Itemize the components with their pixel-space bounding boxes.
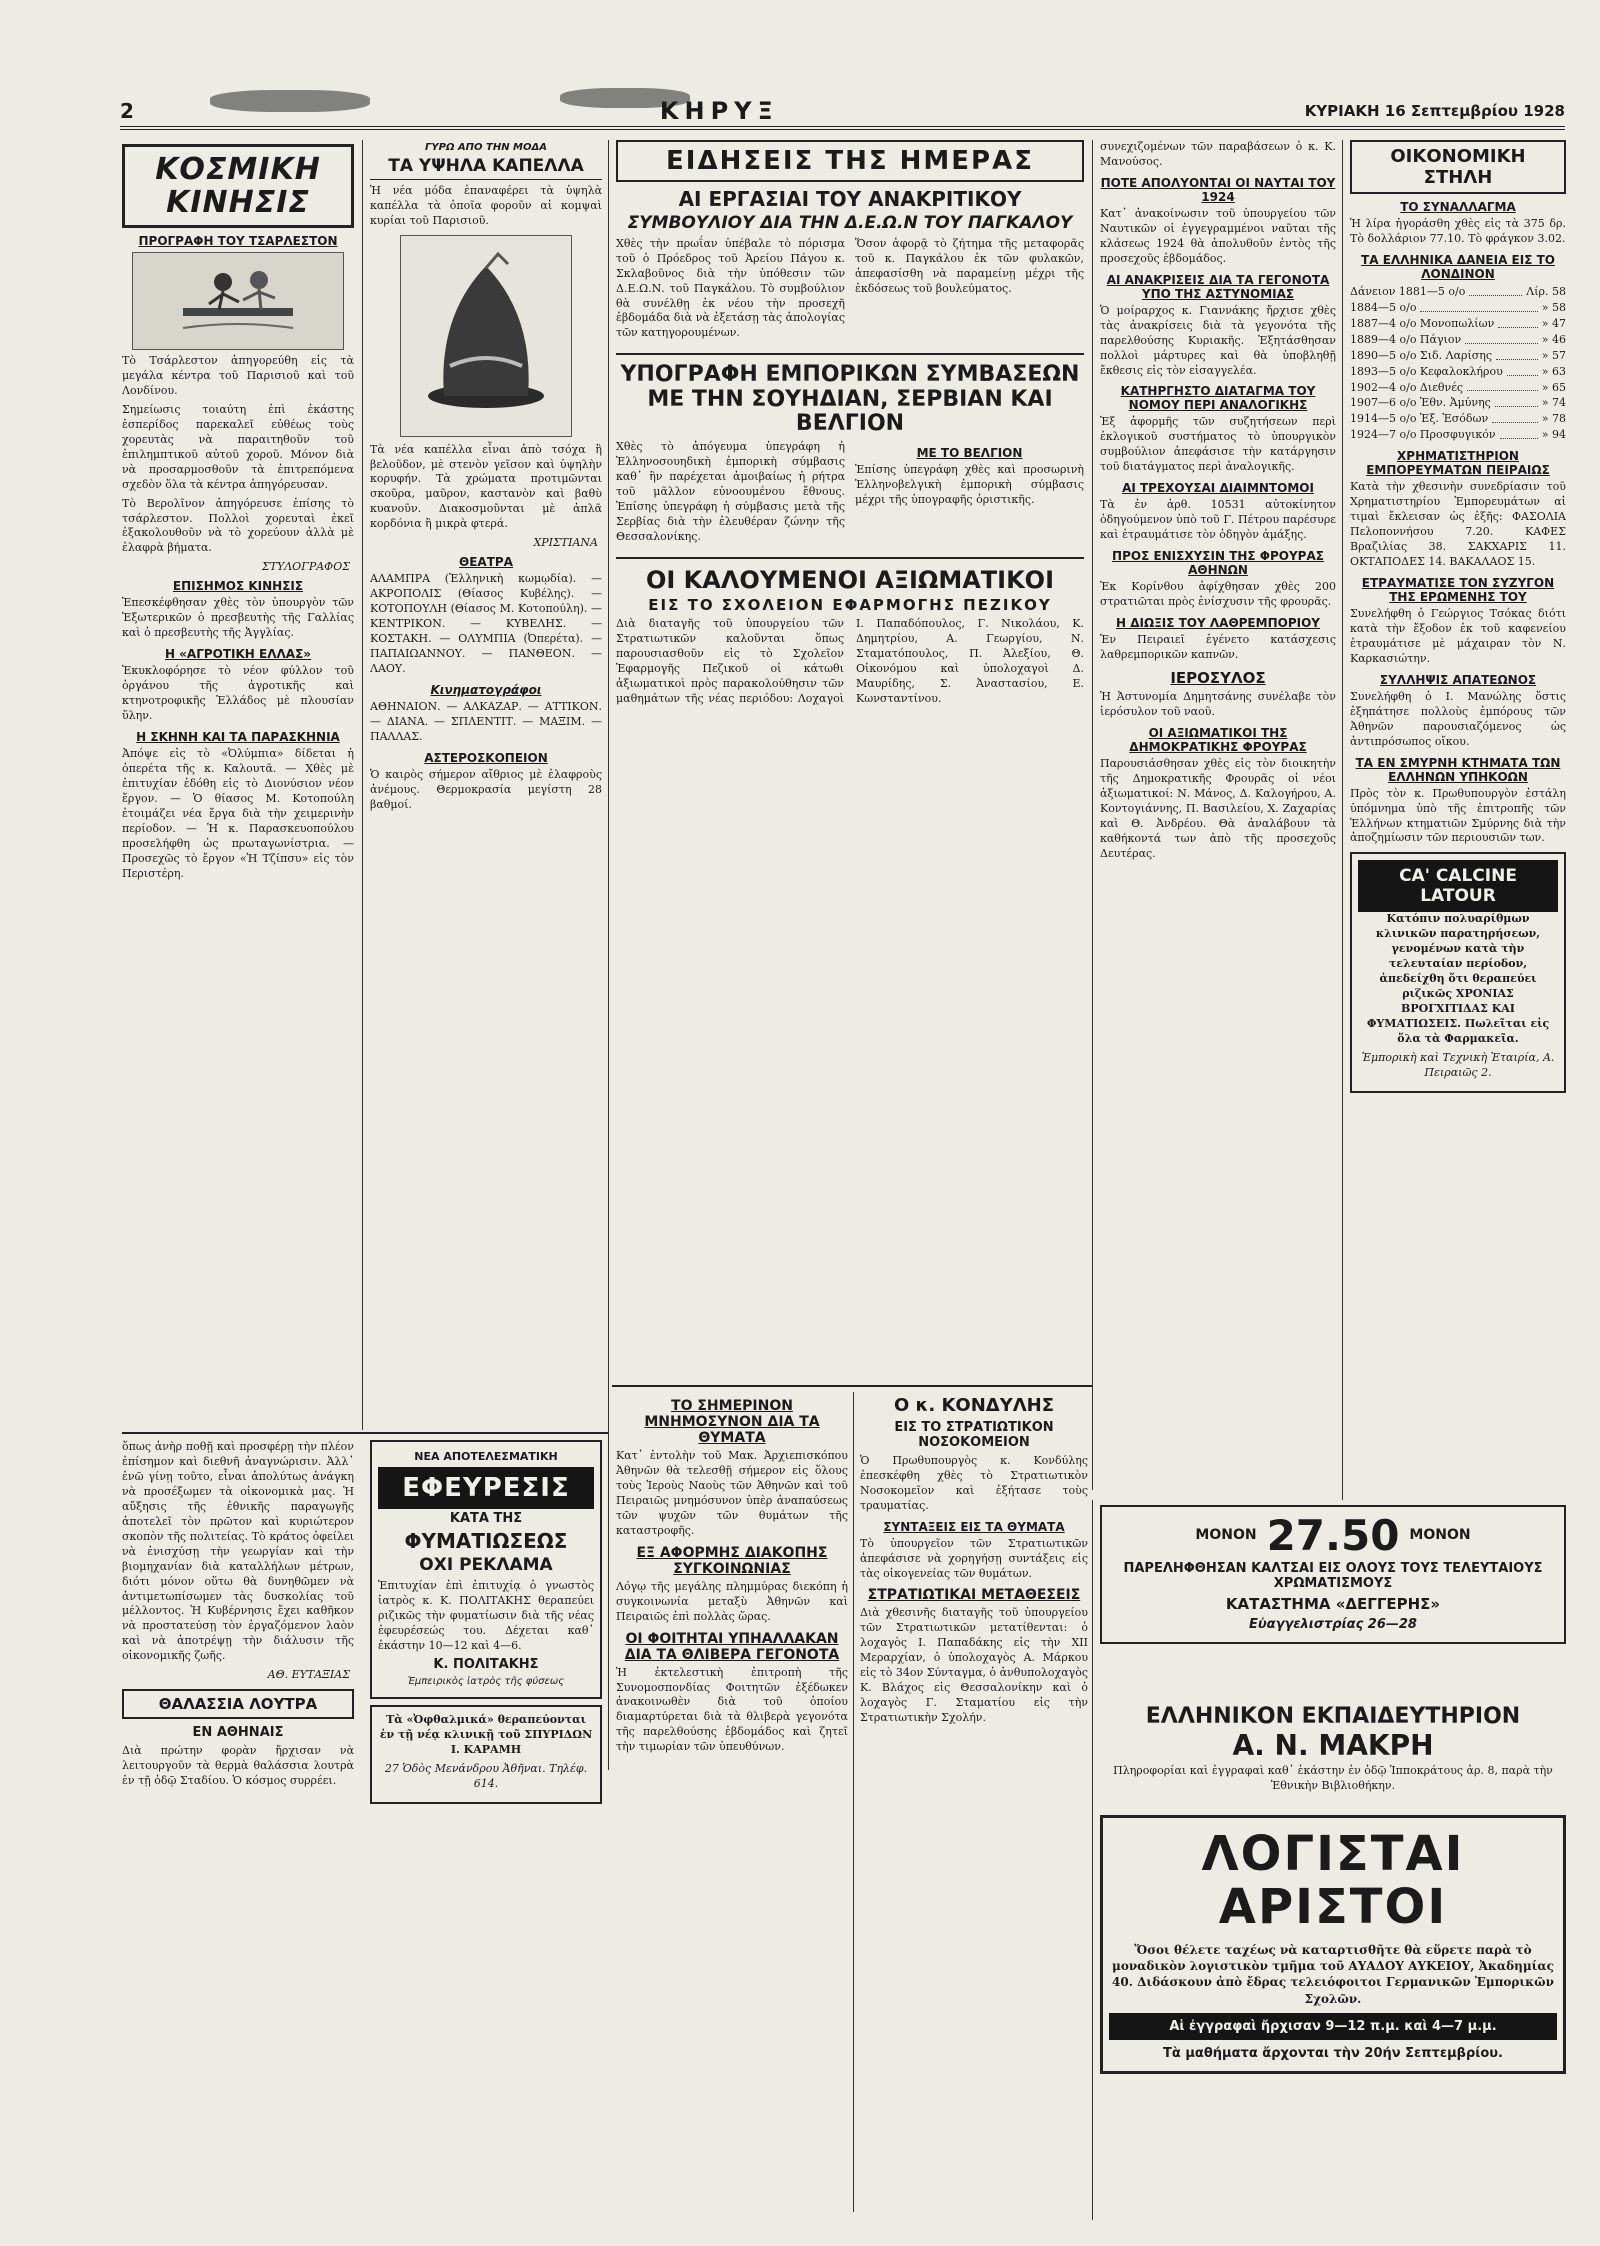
loan-name: 1884—5 ο/ο [1350, 300, 1417, 314]
news-banner: ΕΙΔΗΣΕΙΣ ΤΗΣ ΗΜΕΡΑΣ [616, 140, 1084, 182]
loan-name: 1902—4 ο/ο Διεθνές [1350, 380, 1464, 394]
article-text: Ἐκ Κορίνθου ἀφίχθησαν χθὲς 200 στρατιῶται πρὸς ἐνίσχυσιν τῆς φρουρᾶς. [1100, 580, 1336, 609]
article-text: Τὰ ἐν ἀρθ. 10531 αὐτοκίνητον ὁδηγούμενον ὑπὸ τοῦ Γ. Πέτρου παρέσυρε καὶ ἐτραυμάτισε τὸν ὁδηγὸν ἁμάξης. [1100, 498, 1336, 542]
tuberculosis-ad [370, 1440, 602, 2220]
article-text: Κατ᾽ ἐντολὴν τοῦ Μακ. Ἀρχιεπισκόπου Ἀθηνῶν θὰ τελεσθῇ σήμερον εἰς ὅλους τοὺς Ἱεροὺς Ναοὺς τῶν Ἀθηνῶν καὶ τοῦ Πειραιῶς μνημόσυνον ὑπὲρ ἀναπαύσεως τῶν ψυχῶν τῶν θυμάτων τῆς καταστροφῆς. [616, 1449, 848, 1537]
article-text: Ἐν Πειραιεῖ ἐγένετο κατάσχεσις λαθρεμπορικῶν καπνῶν. [1100, 633, 1336, 662]
calcine-ad [1350, 852, 1566, 1092]
theatre-listing: ΑΛΑΜΠΡΑ (Ἑλληνικὴ κωμῳδία). — ΑΚΡΟΠΟΛΙΣ (Θίασος Κυβέλης). — ΚΟΤΟΠΟΥΛΗ (Θίασος Μ. Κοτοπούλη). — ΚΕΝΤΡΙΚΟΝ. — ΚΥΒΕΛΗΣ. — ΚΟΣΤΑΚΗ. — ΟΛΥΜΠΙΑ (Ὀπερέτα). — ΠΑΠΑΙΩΑΝΝΟΥ. — ΠΑΝΘΕΟΝ. — ΛΑΟΥ. [370, 572, 602, 675]
article-text: Ἐκυκλοφόρησε τὸ νέον φύλλον τοῦ ὀργάνου τῆς ἀγροτικῆς καὶ κτηνοτροφικῆς Ἑλλάδος μὲ πλουσίαν ὕλην. [122, 664, 354, 723]
column-rule [1342, 140, 1343, 1500]
article-headline: ΠΟΤΕ ΑΠΟΛΥΟΝΤΑΙ ΟΙ ΝΑΥΤΑΙ ΤΟΥ 1924 [1100, 175, 1336, 204]
theatre-head: ΘΕΑΤΡΑ [459, 555, 513, 570]
loan-name: 1893—5 ο/ο Κεφαλοκλήρου [1350, 364, 1503, 378]
issue-date: ΚΥΡΙΑΚΗ 16 Σεπτεμβρίου 1928 [1304, 102, 1565, 120]
article-headline: ΣΥΜΒΟΥΛΙΟΥ ΔΙΑ ΤΗΝ Δ.Ε.Ω.Ν ΤΟΥ ΠΑΓΚΑΛΟΥ [627, 213, 1073, 233]
article-headline: ΠΡΟΓΡΑΦΗ ΤΟΥ ΤΣΑΡΛΕΣΤΟΝ [138, 234, 338, 248]
article-text: Πρὸς τὸν κ. Πρωθυπουργὸν ἐστάλη ὑπόμνημα ὑπὸ τῆς ἐπιτροπῆς τῶν Ἑλλήνων κτηματιῶν Σμύρνης διὰ τὴν ἀποζημίωσιν τῶν περιουσιῶν των. [1350, 786, 1566, 845]
loan-value: » 74 [1541, 396, 1566, 410]
ad-text: Τὰ «Ὀφθαλμικά» θεραπεύονται ἐν τῇ νέᾳ κλινικῇ τοῦ ΣΠΥΡΙΔΩΝ Ι. ΚΑΡΑΜΗ [379, 1713, 593, 1757]
article-text: Χθὲς τὸ ἀπόγευμα ὑπεγράφη ἡ Ἑλληνοσουηδικὴ ἐμπορικὴ σύμβασις καθ᾽ ἣν παρέχεται ἀμοιβαίως ἡ ρήτρα τοῦ μᾶλλον εὐνοουμένου ἔθνους. Ἐπίσης ὑπεγράφη ἡ σύμβασις μετὰ τῆς Σερβίας διὰ τὴν ἐλευθέραν ζώνην τῆς Θεσσαλονίκης. [616, 439, 845, 543]
article-headline: ΤΟ ΣΥΝΑΛΛΑΓΜΑ [1400, 200, 1516, 214]
article-text: Τὸ Βερολῖνον ἀπηγόρευσε ἐπίσης τὸ τσάρλεστον. Πολλοὶ χορευταὶ ἐκεῖ ἐξακολουθοῦν νὰ τὸ χορεύουν ἀλλὰ μὲ ἐλαφρὰ βήματα. [122, 496, 354, 555]
ad-text: Κατόπιν πολυαρίθμων κλινικῶν παρατηρήσεων, γενομένων κατὰ τὴν τελευταίαν περίοδον, ἀπεδείχθη ὅτι θεραπεύει ριζικῶς ΧΡΟΝΙΑΣ ΒΡΟΓΧΙΤΙΔΑΣ ΚΑΙ ΦΥΜΑΤΙΩΣΕΙΣ. Πωλεῖται εἰς ὅλα τὰ Φαρμακεῖα. [1366, 912, 1550, 1046]
article-text: Κατὰ τὴν χθεσινὴν συνεδρίασιν τοῦ Χρηματιστηρίου Ἐμπορευμάτων αἱ τιμαὶ ἔκλεισαν ὡς ἑξῆς: ΦΑΣΟΛΙΑ Πελοποννήσου 7.20. ΚΑΦΕΣ Βραζιλίας 38. ΣΑΚΧΑΡΙΣ 11. ΟΚΤΑΠΟΔΕΣ 14. ΒΑΚΑΛΑΟΣ 15. [1350, 480, 1566, 569]
leader-dots [1507, 364, 1538, 376]
article-headline: ΑΙ ΑΝΑΚΡΙΣΕΙΣ ΔΙΑ ΤΑ ΓΕΓΟΝΟΤΑ ΥΠΟ ΤΗΣ ΑΣΤΥΝΟΜΙΑΣ [1106, 272, 1330, 301]
article-headline: ΕΙΣ ΤΟ ΣΧΟΛΕΙΟΝ ΕΦΑΡΜΟΓΗΣ ΠΕΖΙΚΟΥ [648, 595, 1052, 614]
article-text: Ὁ Πρωθυπουργὸς κ. Κονδύλης ἐπεσκέφθη χθὲς τὸ Στρατιωτικὸν Νοσοκομεῖον καὶ ἐξήτασε τοὺς τραυματίας. [860, 1453, 1088, 1512]
article-text: Κατ᾽ ἀνακοίνωσιν τοῦ ὑπουργείου τῶν Ναυτικῶν οἱ ἐγγεγραμμένοι ναῦται τῆς κλάσεως 1924 θὰ ἀπολυθοῦν ἐντὸς τῆς προσεχοῦς ἑβδομάδος. [1100, 206, 1336, 265]
article-headline: ΥΠΟΓΡΑΦΗ ΕΜΠΟΡΙΚΩΝ ΣΥΜΒΑΣΕΩΝ ΜΕ ΤΗΝ ΣΟΥΗΔΙΑΝ, ΣΕΡΒΙΑΝ ΚΑΙ ΒΕΛΓΙΟΝ [620, 362, 1080, 436]
article-headline: ΟΙ ΦΟΙΤΗΤΑΙ ΥΠΗΑΛΛΑΚΑΝ ΔΙΑ ΤΑ ΘΛΙΒΕΡΑ ΓΕΓΟΝΟΤΑ [624, 1630, 840, 1663]
article-headline: ΤΑ ΕΛΛΗΝΙΚΑ ΔΑΝΕΙΑ ΕΙΣ ΤΟ ΛΟΝΔΙΝΟΝ [1361, 252, 1555, 281]
article-signature: ΧΡΙΣΤΙΑΝΑ [533, 536, 598, 550]
loan-row [1350, 380, 1566, 396]
section-rule [122, 1432, 608, 1434]
price-label: ΜΟΝΟΝ [1409, 1527, 1471, 1544]
section-rule [612, 1385, 1092, 1387]
ad-text: Πληροφορίαι καὶ ἐγγραφαὶ καθ᾽ ἑκάστην ἐν ὁδῷ Ἱπποκράτους ἀρ. 8, παρὰ τὴν Ἐθνικὴν Βιβλιοθήκην. [1113, 1763, 1553, 1792]
article-signature: ΑΘ. ΕΥΤΑΞΙΑΣ [267, 1668, 350, 1682]
article-headline: ΟΙ ΚΑΛΟΥΜΕΝΟΙ ΑΞΙΩΜΑΤΙΚΟΙ [645, 565, 1055, 594]
leader-dots [1467, 380, 1538, 392]
article-headline: Η ΔΙΩΞΙΣ ΤΟΥ ΛΑΘΡΕΜΠΟΡΙΟΥ [1116, 616, 1320, 631]
article-text: συνεχιζομένων τῶν παραβάσεων ὁ κ. Κ. Μανούσος. [1100, 140, 1336, 168]
article-headline: ΕΞ ΑΦΟΡΜΗΣ ΔΙΑΚΟΠΗΣ ΣΥΓΚΟΙΝΩΝΙΑΣ [636, 1544, 828, 1577]
article-headline: ΣΥΛΛΗΨΙΣ ΑΠΑΤΕΩΝΟΣ [1379, 672, 1537, 687]
leader-dots [1496, 348, 1538, 360]
leader-dots [1469, 284, 1522, 296]
article-text: Τὸ ὑπουργεῖον τῶν Στρατιωτικῶν ἀπεφάσισε νὰ χορηγήσῃ συντάξεις εἰς τὰς οἰκογενείας τῶν θυμάτων. [860, 1536, 1088, 1580]
ad-shop: ΚΑΤΑΣΤΗΜΑ «ΔΕΓΓΕΡΗΣ» [1225, 1595, 1441, 1614]
article-subhead: ΜΕ ΤΟ ΒΕΛΓΙΟΝ [916, 445, 1023, 460]
ad-doctor: Κ. ΠΟΛΙΤΑΚΗΣ [433, 1657, 539, 1673]
article-headline: Η ΣΚΗΝΗ ΚΑΙ ΤΑ ΠΑΡΑΣΚΗΝΙΑ [136, 730, 340, 745]
article-text: Τὰ νέα καπέλλα εἶναι ἀπὸ τσόχα ἢ βελοῦδον, μὲ στενὸν γεῖσον καὶ ὑψηλὴν κορυφήν. Τὰ χρώματα προτιμῶνται σκοῦρα, μαῦρον, καστανὸν καὶ βαθὺ κυανοῦν. Διακοσμοῦνται μὲ ἁπλᾶ κορδόνια ἢ μικρὰ φτερά. [370, 442, 602, 531]
article-text: Διὰ χθεσινῆς διαταγῆς τοῦ ὑπουργείου τῶν Στρατιωτικῶν μετατίθενται: ὁ λοχαγὸς Ι. Παπαδάκης εἰς τὴν ΧΙΙ Μεραρχίαν, ὁ ὑπολοχαγὸς Α. Μάρκου εἰς τὸ 34ον Σύνταγμα, ὁ ἀνθυπολοχαγὸς Κ. Βλάχος εἰς Θεσσαλονίκην καὶ ὁ λοχαγὸς Γ. Σταματίου εἰς τὴν Στρατιωτικὴν Σχολήν. [860, 1606, 1088, 1725]
loan-value: » 47 [1541, 316, 1566, 330]
article-headline: ΚΑΤΗΡΓΗΣΤΟ ΔΙΑΤΑΓΜΑ ΤΟΥ ΝΟΜΟΥ ΠΕΡΙ ΑΝΑΛΟΓΙΚΗΣ [1120, 384, 1316, 413]
ad-headline: ΕΦΕΥΡΕΣΙΣ [378, 1467, 594, 1509]
loan-name: 1907—6 ο/ο Ἐθν. Ἀμύνης [1350, 396, 1491, 410]
article-headline: ΙΕΡΟΣΥΛΟΣ [1170, 668, 1266, 687]
article-text: Ἐπεσκέφθησαν χθὲς τὸν ὑπουργὸν τῶν Ἐξωτερικῶν ὁ πρεσβευτὴς τῆς Γαλλίας καὶ ὁ πρεσβευτὴς τῆς Ἀγγλίας. [122, 596, 354, 640]
column-military [860, 1392, 1088, 2212]
article-text: Ἡ λίρα ἠγοράσθη χθὲς εἰς τὰ 375 δρ. Τὸ δολλάριον 77.10. Τὸ φράγκον 3.02. [1350, 217, 1566, 245]
loan-name: 1887—4 ο/ο Μονοπωλίων [1350, 316, 1495, 330]
section-rule [616, 353, 1084, 355]
loan-name: 1890—5 ο/ο Σιδ. Λαρίσης [1350, 348, 1493, 362]
article-text: Ὅσον ἀφορᾷ τὸ ζήτημα τῆς μεταφορᾶς τοῦ κ. Παγκάλου ἐκ τῶν φυλακῶν, ἀπεφασίσθη νὰ παραμείνῃ μέχρι τῆς ἐκδόσεως τοῦ βουλεύματος. [855, 236, 1084, 295]
masthead [120, 96, 1565, 130]
article-text: ὅπως ἀνὴρ ποθῇ καὶ προσφέρῃ τὴν πλέον ἐπίσημον καὶ διεθνῆ ἀναγνώρισιν. Ἀλλ᾽ ἐνῶ γίνῃ τοῦτο, εἶναι ἀπολύτως ἀνάγκη νὰ προσέξωμεν τὰ οἰκονομικὰ μας. Ἡ αὔξησις τῆς ἐθνικῆς παραγωγῆς ἀποτελεῖ τὸν πρῶτον καὶ κυριώτερον σκοπὸν τῆς πολιτείας. Τὸ κράτος ὀφείλει νὰ ἐνισχύσῃ τὴν γεωργίαν καὶ τὴν βιομηχανίαν διὰ καταλλήλων μέτρων, διότι μόνον οὕτω θὰ δυνηθῶμεν νὰ ἀντιμετωπίσωμεν τὰς δυσκολίας τοῦ μέλλοντος. Ἡ Κυβέρνησις ἔχει καθῆκον νὰ προστατεύσῃ τὸν ἐργαζόμενον λαὸν καὶ νὰ ἀποτρέψῃ τὴν διάλυσιν τῆς οἰκονομικῆς ζωῆς. [122, 1440, 354, 1663]
price-value: 27.50 [1266, 1511, 1400, 1560]
column-fashion [370, 140, 602, 1430]
article-text: Τὸ Τσάρλεστον ἀπηγορεύθη εἰς τὰ μεγάλα κέντρα τοῦ Παρισιοῦ καὶ τοῦ Λονδίνου. [122, 354, 354, 397]
section-title: ΚΟΣΜΙΚΗ ΚΙΝΗΣΙΣ [122, 144, 354, 228]
observatory-text: Ὁ καιρὸς σήμερον αἴθριος μὲ ἐλαφροὺς ἀνέμους. Θερμοκρασία μεγίστη 28 βαθμοί. [370, 767, 602, 811]
article-headline: ΠΡΟΣ ΕΝΙΣΧΥΣΙΝ ΤΗΣ ΦΡΟΥΡΑΣ ΑΘΗΝΩΝ [1112, 549, 1324, 578]
column-society [122, 140, 354, 1430]
article-headline: ΟΙ ΑΞΙΩΜΑΤΙΚΟΙ ΤΗΣ ΔΗΜΟΚΡΑΤΙΚΗΣ ΦΡΟΥΡΑΣ [1129, 725, 1307, 754]
loan-value: » 65 [1541, 380, 1566, 394]
article-signature: ΣΤΥΛΟΓΡΑΦΟΣ [261, 560, 350, 574]
column-rule [1092, 140, 1093, 1490]
loan-row [1350, 332, 1566, 348]
column-finance [1350, 140, 1566, 1500]
column-rule [1092, 1500, 1093, 2220]
loan-name: 1924—7 ο/ο Προσφυγικόν [1350, 428, 1496, 442]
ad-subhead: ΟΧΙ ΡΕΚΛΑΜΑ [419, 1555, 553, 1575]
loan-value: » 57 [1541, 348, 1566, 362]
ad-text: Ἐπιτυχίαν ἐπὶ ἐπιτυχίᾳ ὁ γνωστὸς ἰατρὸς κ. Κ. ΠΟΛΙΤΑΚΗΣ θεραπεύει ριζικῶς τὴν φυματίωσιν διὰ τῆς νέας ἐφευρέσεώς του. Δέχεται καθ᾽ ἑκάστην 10—12 καὶ 4—6. [378, 1578, 594, 1652]
article-headline: ΕΠΙΣΗΜΟΣ ΚΙΝΗΣΙΣ [172, 579, 304, 594]
column-rule [608, 140, 609, 1770]
loan-value: » 78 [1541, 412, 1566, 426]
ad-address: 27 Ὁδὸς Μενάνδρου Ἀθῆναι. Τηλέφ. 614. [384, 1762, 588, 1791]
price-label: ΜΟΝΟΝ [1195, 1527, 1257, 1544]
article-headline: ΣΤΡΑΤΙΩΤΙΚΑΙ ΜΕΤΑΘΕΣΕΙΣ [867, 1587, 1081, 1604]
finance-banner: ΟΙΚΟΝΟΜΙΚΗ ΣΤΗΛΗ [1350, 140, 1566, 194]
ad-subhead: ΚΑΤΑ ΤΗΣ [449, 1511, 523, 1526]
ad-hours: Αἱ ἐγγραφαὶ ἤρχισαν 9—12 π.μ. καὶ 4—7 μ.μ. [1109, 2013, 1557, 2040]
article-headline: Η «ΑΓΡΟΤΙΚΗ ΕΛΛΑΣ» [164, 647, 312, 662]
ad-name: Α. Ν. ΜΑΚΡΗ [1232, 1729, 1434, 1763]
loans-table [1350, 284, 1566, 443]
article-headline: ΘΑΛΑΣΣΙΑ ΛΟΥΤΡΑ [122, 1689, 354, 1719]
loan-value: » 63 [1541, 364, 1566, 378]
ad-kicker: ΝΕΑ ΑΠΟΤΕΛΕΣΜΑΤΙΚΗ [414, 1450, 558, 1463]
column-rule [362, 140, 363, 1430]
ad-start: Τὰ μαθήματα ἄρχονται τὴν 20ήν Σεπτεμβρίου. [1163, 2045, 1503, 2061]
article-subhead: ΣΥΝΤΑΞΕΙΣ ΕΙΣ ΤΑ ΘΥΜΑΤΑ [883, 1519, 1065, 1534]
article-text: Παρουσιάσθησαν χθὲς εἰς τὸν διοικητὴν τῆς Δημοκρατικῆς Φρουρᾶς οἱ νέοι ἀξιωματικοί: Ν. Μάνος, Δ. Καλογήρου, Α. Κοντογιάννης, Π. Βασιλείου, Χ. Ζαχαρίας καὶ Θ. Ἀνδρέου. Θὰ ἀναλάβουν τὰ καθήκοντά των ἀπὸ τῆς προσεχοῦς Δευτέρας. [1100, 756, 1336, 860]
ad-text: ΠΑΡΕΛΗΦΘΗΣΑΝ ΚΑΛΤΣΑΙ ΕΙΣ ΟΛΟΥΣ ΤΟΥΣ ΤΕΛΕΥΤΑΙΟΥΣ ΧΡΩΜΑΤΙΣΜΟΥΣ [1123, 1561, 1543, 1592]
observatory-head: ΑΣΤΕΡΟΣΚΟΠΕΙΟΝ [424, 750, 548, 765]
article-headline: ΤΑ ΥΨΗΛΑ ΚΑΠΕΛΛΑ [370, 157, 602, 180]
article-kicker: ΓΥΡΩ ΑΠΟ ΤΗΝ ΜΟΔΑ [425, 142, 547, 153]
ad-headline: ΛΟΓΙΣΤΑΙ ΑΡΙΣΤΟΙ [1201, 1826, 1465, 1935]
ad-text: Ὅσοι θέλετε ταχέως νὰ καταρτισθῆτε θὰ εὕρετε παρὰ τὸ μοναδικὸν λογιστικὸν τμῆμα τοῦ ΑΥΑΔΟΥ ΑΥΚΕΙΟΥ, Ἀκαδημίας 40. Διδάσκουν ἀπὸ ἔδρας τελειόφοιτοι Γερμανικῶν Ἐμπορικῶν Σχολῶν. [1112, 1942, 1554, 2006]
leader-dots [1465, 332, 1538, 344]
loan-name: 1914—5 ο/ο Ἐξ. Ἐσόδων [1350, 412, 1489, 426]
article-text: Λόγῳ τῆς μεγάλης πλημμύρας διεκόπη ἡ συγκοινωνία μεταξὺ Ἀθηνῶν καὶ Πειραιῶς ἐπὶ πολλὰς ὥρας. [616, 1579, 848, 1623]
article-headline: Ο κ. ΚΟΝΔΥΛΗΣ [893, 1395, 1055, 1416]
leader-dots [1500, 427, 1538, 439]
ad-headline: ΦΥΜΑΤΙΩΣΕΩΣ [404, 1529, 568, 1553]
article-text: Ἡ ἐκτελεστικὴ ἐπιτροπὴ τῆς Συνομοσπονδίας Φοιτητῶν ἐξέδωκεν ἀνακοινωθὲν διὰ τοῦ ὁποίου διαμαρτύρεται διὰ τὰ θλιβερὰ γεγονότα τῆς παρελθούσης ἑβδομάδος καὶ ζητεῖ τὴν τιμωρίαν τῶν ὑπευθύνων. [616, 1665, 848, 1754]
loan-row [1350, 300, 1566, 316]
article-text: Ἐξ ἀφορμῆς τῶν συζητήσεων περὶ ἐκλογικοῦ συστήματος τὸ ὑπουργικὸν συμβούλιον ἀπεφάσισε τὴν κατάργησιν τοῦ διατάγματος περὶ ἀναλογικῆς. [1100, 415, 1336, 474]
article-subhead: ΕΙΣ ΤΟ ΣΤΡΑΤΙΩΤΙΚΟΝ ΝΟΣΟΚΟΜΕΙΟΝ [894, 1419, 1054, 1450]
article-text: Ἀπόψε εἰς τὸ «Ὀλύμπια» δίδεται ἡ ὀπερέτα τῆς κ. Καλουτᾶ. — Χθὲς μὲ ἐπιτυχίαν ἐδόθη εἰς τὸ Διονύσιον νέον ἔργον. — Ὁ θίασος Μ. Κοτοπούλη ἐτοιμάζει νέα ἔργα διὰ τὴν χειμερινὴν περίοδον. — Ἡ κ. Παρασκευοπούλου προσελήφθη ὡς πρωταγωνίστρια. — Προσεχῶς τὸ ἔργον «Ἡ Τζίπσυ» εἰς τὸν Περιστέρη. [122, 747, 354, 880]
loan-value: » 58 [1541, 300, 1566, 314]
page-number: 2 [120, 99, 134, 123]
accountants-ad [1100, 1815, 1566, 2215]
article-headline: ΤΟ ΣΗΜΕΡΙΝΟΝ ΜΝΗΜΟΣΥΝΟΝ ΔΙΑ ΤΑ ΘΥΜΑΤΑ [644, 1398, 820, 1446]
paper-name: ΚΗΡΥΞ [659, 97, 779, 125]
ad-brand: CA' CALCINE LATOUR [1358, 860, 1558, 912]
ad-address: Εὐαγγελιστρίας 26—28 [1249, 1617, 1417, 1633]
column-editorial [122, 1440, 354, 2220]
column-news [616, 140, 1084, 1380]
school-ad [1100, 1705, 1566, 1805]
loan-row [1350, 284, 1566, 300]
loan-row [1350, 395, 1566, 411]
cinema-listing: ΑΘΗΝΑΙΟΝ. — ΑΛΚΑΖΑΡ. — ΑΤΤΙΚΟΝ. — ΔΙΑΝΑ. — ΣΠΛΕΝΤΙΤ. — ΜΑΞΙΜ. — ΠΑΛΛΑΣ. [370, 699, 602, 743]
loan-row [1350, 316, 1566, 332]
article-text: Σημείωσις τοιαύτη ἐπὶ ἐκάστης ἑσπερίδος παρεκαλεῖ εὐθέως τοὺς χορευτὰς νὰ παραιτηθοῦν τοῦ ἐπιλημπτικοῦ αὐτοῦ χοροῦ. Μόνον διὰ νὰ προσαρμοσθοῦν τὰ ἐπιτρεπόμενα σχεδὸν ὅλα τὰ κέντρα ἀπηγόρευσαν. [122, 402, 354, 491]
article-text: Διὰ πρώτην φορὰν ἤρχισαν νὰ λειτουργοῦν τὰ θερμὰ θαλάσσια λουτρὰ ἐν τῇ ὁδῷ Σταδίου. Ὁ κόσμος συρρέει. [122, 1744, 354, 1788]
column-misc-news [1100, 140, 1336, 1490]
loan-name: 1889—4 ο/ο Πάγιον [1350, 332, 1462, 346]
article-text: Ἐπίσης ὑπεγράφη χθὲς καὶ προσωρινὴ Ἑλληνοβελγικὴ ἐμπορικὴ σύμβασις μέχρι τῆς ὑπογραφῆς ὁριστικῆς. [855, 462, 1084, 506]
ad-supplier: Ἐμπορικὴ καὶ Τεχνικὴ Ἑταιρία, Α. Πειραιῶς 2. [1361, 1051, 1555, 1079]
article-headline: ΧΡΗΜΑΤΙΣΤΗΡΙΟΝ ΕΜΠΟΡΕΥΜΑΤΩΝ ΠΕΙΡΑΙΩΣ [1366, 449, 1550, 478]
leader-dots [1420, 300, 1537, 312]
dancers-illustration [132, 252, 344, 350]
ad-headline: ΕΛΛΗΝΙΚΟΝ ΕΚΠΑΙΔΕΥΤΗΡΙΟΝ [1145, 1705, 1521, 1729]
article-text: Συνελήφθη ὁ Γεώργιος Τσόκας διότι κατὰ τὴν ἔξοδον ἐκ τοῦ καφενείου ἐτραυμάτισε μὲ μάχαιραν τὸν Ν. Καρκασιώτην. [1350, 607, 1566, 665]
leader-dots [1498, 316, 1537, 328]
ad-doctor-title: Ἐμπειρικὸς ἰατρὸς τῆς φύσεως [407, 1676, 565, 1688]
loan-row [1350, 364, 1566, 380]
stockings-ad [1100, 1505, 1566, 1695]
loan-value: » 46 [1541, 332, 1566, 346]
loan-row [1350, 348, 1566, 364]
column-rule [853, 1392, 854, 2212]
eye-clinic-ad [370, 1705, 602, 1804]
hat-illustration [400, 235, 572, 437]
leader-dots [1495, 395, 1538, 407]
article-headline: ΕΤΡΑΥΜΑΤΙΣΕ ΤΟΝ ΣΥΖΥΓΟΝ ΤΗΣ ΕΡΩΜΕΝΗΣ ΤΟΥ [1361, 576, 1555, 604]
article-headline: ΤΑ ΕΝ ΣΜΥΡΝΗ ΚΤΗΜΑΤΑ ΤΩΝ ΕΛΛΗΝΩΝ ΥΠΗΚΟΩΝ [1355, 755, 1561, 784]
article-text: Χθὲς τὴν πρωΐαν ὑπέβαλε τὸ πόρισμα τοῦ ὁ Πρόεδρος τοῦ Ἀρείου Πάγου κ. Σκλαβοῦνος διὰ τὴν ὑπόθεσιν τῶν Δ.Ε.Ω.Ν. τοῦ Παγκάλου. Τὸ συμβούλιον θὰ συνέλθῃ ἐκ νέου τὴν προσεχῆ ἑβδομάδα διὰ νὰ ἐξετάσῃ τὰς ἀπολογίας τῶν κατηγορουμένων. [616, 236, 845, 340]
article-text: Διὰ διαταγῆς τοῦ ὑπουργείου τῶν Στρατιωτικῶν καλοῦνται ὅπως παρουσιασθοῦν εἰς τὸ Σχολεῖον Ἐφαρμογῆς Πεζικοῦ οἱ κάτωθι ἀξιωματικοὶ πρὸς παρακολούθησιν τῶν μαθημάτων τῆς νέας περιόδου: Λοχαγοὶ Ι. Παπαδόπουλος, Γ. Νικολάου, Κ. Δημητρίου, Α. Γεωργίου, Ν. Σταματόπουλος, Π. Ἀλεξίου, Θ. Οἰκονόμου καὶ ὑπολοχαγοὶ Δ. Μαυρίδης, Σ. Ἀναστασίου, Ε. Κωνσταντίνου. [616, 617, 1084, 706]
article-headline: ΑΙ ΤΡΕΧΟΥΣΑΙ ΔΙΑΙΜΝΤΟΜΟΙ [1122, 481, 1314, 496]
article-text: Ἡ Ἀστυνομία Δημητσάνης συνέλαβε τὸν ἱερόσυλον τοῦ ναοῦ. [1100, 689, 1336, 718]
cinema-head: Κινηματογράφοι [430, 682, 542, 697]
section-rule [616, 557, 1084, 559]
loan-value: » 94 [1541, 428, 1566, 442]
article-text: Ὁ μοίραρχος κ. Γιαννάκης ἤρχισε χθὲς τὰς ἀνακρίσεις διὰ τὰ γεγονότα τῆς παρελθούσης Κυριακῆς. Ἐξητάσθησαν πολλοὶ μάρτυρες καὶ θὰ ὑποβληθῇ ἔκθεσις εἰς τὸν εἰσαγγελέα. [1100, 303, 1336, 377]
article-headline: ΑΙ ΕΡΓΑΣΙΑΙ ΤΟΥ ΑΝΑΚΡΙΤΙΚΟΥ [678, 187, 1022, 211]
loan-name: Δάνειον 1881—5 ο/ο [1350, 284, 1466, 298]
loan-row [1350, 411, 1566, 427]
article-text: Ἡ νέα μόδα ἐπαναφέρει τὰ ὑψηλὰ καπέλλα τὰ ὁποῖα φοροῦν αἱ κομψαὶ κυρίαι τοῦ Παρισιοῦ. [370, 183, 602, 227]
column-memorial [616, 1392, 848, 2212]
leader-dots [1492, 411, 1538, 423]
loan-value: Λίρ. 58 [1526, 284, 1566, 298]
loan-row [1350, 427, 1566, 443]
article-text: Συνελήφθη ὁ Ι. Μανώλης ὅστις ἐξηπάτησε πολλοὺς ἐμπόρους τῶν Ἀθηνῶν παρουσιαζόμενος ὡς ἀντιπρόσωπος οἴκου. [1350, 689, 1566, 748]
article-subhead: ΕΝ ΑΘΗΝΑΙΣ [192, 1725, 284, 1741]
